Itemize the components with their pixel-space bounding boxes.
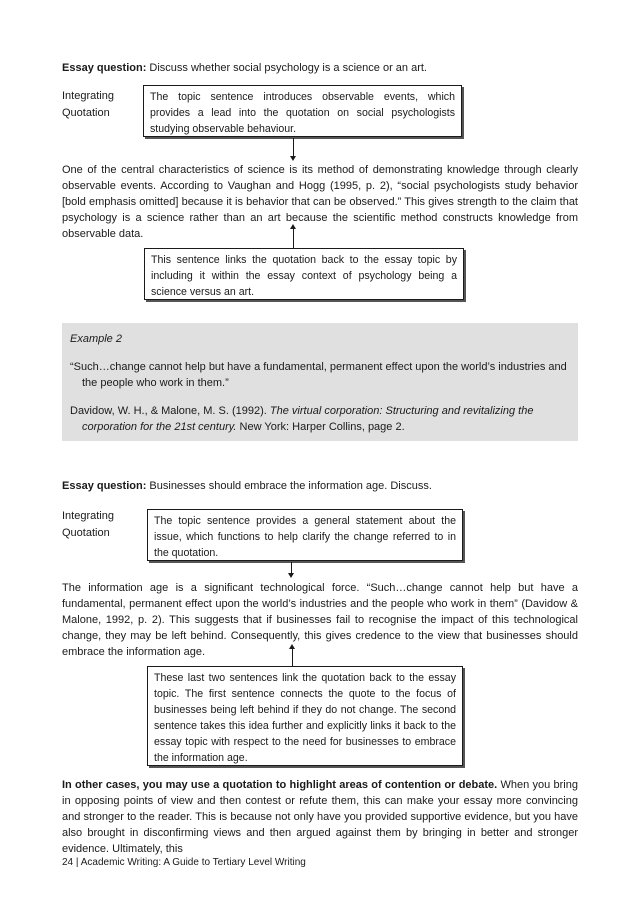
example-title: Example 2 [70, 333, 122, 345]
connector-line [292, 648, 293, 666]
connector-line [293, 228, 294, 248]
side-label-integrating-quotation [62, 508, 142, 542]
annotation-box-last-two-sentences: These last two sentences link the quotation back to the essay topic. The first sentence connects the quote to the focus of businesses being left behind if they do not change. The second sentence takes this idea further and explicitly links it back to the essay topic with respect to the need for businesses to embrace the information age. [147, 666, 463, 766]
side-label-line2: Quotation [62, 527, 110, 539]
side-label-integrating-quotation [62, 88, 142, 122]
essay-question-2 [62, 478, 578, 494]
annotation-box-topic-sentence: The topic sentence introduces observable events, which provides a lead into the quotation on social psychologists studying observable behaviour. [143, 85, 462, 137]
essay-question-label: Essay question: [62, 62, 147, 74]
example-reference [70, 403, 570, 435]
annotation-box-general-statement: The topic sentence provides a general statement about the issue, which functions to help clarify the change referred to in the quotation. [147, 509, 463, 561]
reference-title: The virtual corporation: Structuring and revitalizing the corporation for the 21st century. [82, 405, 534, 433]
paragraph-lead-bold: In other cases, you may use a quotation to highlight areas of contention or debate. [62, 779, 498, 791]
side-label-line1: Integrating [62, 90, 114, 102]
body-paragraph-2: The information age is a significant technological force. “Such…change cannot help but have a fundamental, permanent effect upon the world’s industries and the people who work in them” (Davidow & Malone, 1992, p. 2). This suggests that if businesses fail to recognise the impact of this technological change, they may be left behind. Consequently, this gives credence to the view that businesses should embrace the information age. [62, 582, 578, 658]
paragraph-text: When you bring in opposing points of view and then contest or refute them, this can make your essay more convincing and stronger to the reader. This is because not only have you provided supportive evidence, but you have also brought in disconfirming views and then argued against them by bringing in better and stronger evidence. Ultimately, this [62, 779, 578, 855]
essay-question-text: Discuss whether social psychology is a science or an art. [146, 62, 427, 74]
connector-arrow-down-icon [288, 573, 294, 578]
essay-question-1 [62, 60, 578, 76]
example-quote: “Such…change cannot help but have a fundamental, permanent effect upon the world’s industries and the people who work in them.” [70, 361, 567, 389]
example-2-box [62, 323, 578, 441]
reference-publisher: New York: Harper Collins, page 2. [236, 421, 405, 433]
annotation-box-link-back: This sentence links the quotation back to the essay topic by including it within the essay context of psychology being a science versus an art. [144, 248, 464, 300]
side-label-line1: Integrating [62, 510, 114, 522]
reference-authors: Davidow, W. H., & Malone, M. S. (1992). [70, 405, 270, 417]
essay-question-text: Businesses should embrace the information age. Discuss. [146, 480, 432, 492]
essay-question-label: Essay question: [62, 480, 147, 492]
page-footer: 24 | Academic Writing: A Guide to Tertiary Level Writing [62, 857, 306, 868]
side-label-line2: Quotation [62, 107, 110, 119]
body-paragraph-3 [62, 777, 578, 857]
connector-arrow-down-icon [290, 156, 296, 161]
body-paragraph-1: One of the central characteristics of science is its method of demonstrating knowledge through clearly observable events. According to Vaughan and Hogg (1995, p. 2), “social psychologists study behavior [bold emphasis omitted] because it is behavior that can be observed.” This gives strength to the claim that psychology is a science rather than an art because the scientific method constructs knowledge from observable data. [62, 164, 578, 240]
